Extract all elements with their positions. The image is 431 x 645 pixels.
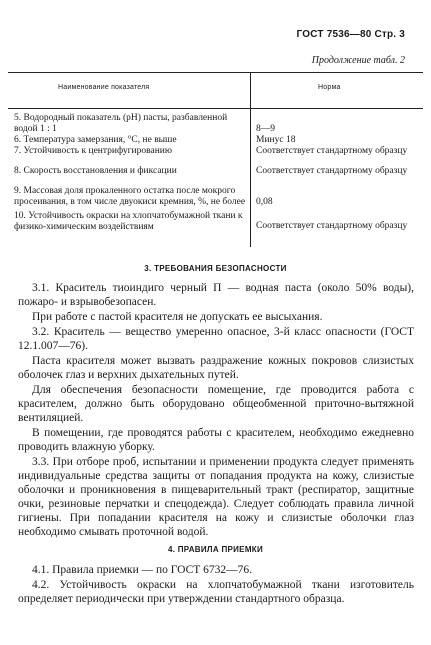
table-continuation-label: Продолжение табл. 2 xyxy=(311,55,405,66)
standard-header: ГОСТ 7536—80 Стр. 3 xyxy=(296,29,405,40)
paragraph-3-2: 3.2. Краситель — вещество умеренно опасное, 3-й класс опасности (ГОСТ 12.1.007—76). xyxy=(18,326,414,352)
paragraph-4-2: 4.2. Устойчивость окраски на хлопчатобумажной ткани изготовитель определяет периодически при утверждении стандартного образца. xyxy=(18,579,414,605)
table-row-label: 7. Устойчивость к центрифугированию xyxy=(14,146,172,156)
table-row-value: 8—9 xyxy=(256,124,275,134)
table-header-rule xyxy=(8,108,423,109)
table-row-value: Соответствует стандартному образцу xyxy=(256,221,408,231)
table-row-value: Соответствует стандартному образцу xyxy=(256,166,408,176)
table-row-value: 0,08 xyxy=(256,197,273,207)
paragraph-3-2-hazard: Паста красителя может вызвать раздражение кожных покровов слизистых оболочек глаз и верхних дыхательных путей. xyxy=(18,355,414,381)
table-row-value: Минус 18 xyxy=(256,135,296,145)
table-row-value: Соответствует стандартному образцу xyxy=(256,146,408,156)
table-column-divider xyxy=(250,72,251,247)
paragraph-3-3: 3.3. При отборе проб, испытании и применении продукта следует применять индивидуальные средства защиты от попадания продукта на кожу, слизистые оболочки и проникновения в пищеварительный тракт (респиратор, защитные очки, резиновые перчатки и спецодежда). Следует соблюдать правила личной гигиены. При попадании красителя на кожу и слизистые оболочки глаз необходимо смывать проточной водой. xyxy=(18,456,414,538)
section-4-title: 4. ПРАВИЛА ПРИЕМКИ xyxy=(167,545,264,554)
section-3-title: 3. ТРЕБОВАНИЯ БЕЗОПАСНОСТИ xyxy=(144,264,287,273)
table-top-rule xyxy=(8,72,423,73)
paragraph-3-2-ventilation: Для обеспечения безопасности помещение, где проводится работа с красителем, должно быть оборудовано общеобменной приточно-вытяжной вентиляцией. xyxy=(18,384,414,424)
table-row-label: 10. Устойчивость окраски на хлопчатобумажной ткани к физико-химическим воздействиям xyxy=(14,211,243,232)
table-row-label: 6. Температура замерзания, °С, не выше xyxy=(14,135,177,145)
paragraph-3-2-cleaning: В помещении, где проводятся работы с красителем, необходимо ежедневно проводить влажную уборку. xyxy=(18,427,414,453)
column-header-indicator: Наименование показателя xyxy=(58,84,150,91)
table-row-label: 5. Водородный показатель (pH) пасты, разбавленной водой 1 : 1 xyxy=(14,113,228,134)
paragraph-3-1-note: При работе с пастой красителя не допускать ее высыхания. xyxy=(32,311,323,323)
table-row-label: 8. Скорость восстановления и фиксации xyxy=(14,166,177,176)
paragraph-3-1: 3.1. Краситель тиоиндиго черный П — водная паста (около 50% воды), пожаро- и взрывобезопасен. xyxy=(18,282,414,308)
paragraph-4-1: 4.1. Правила приемки — по ГОСТ 6732—76. xyxy=(32,564,253,576)
table-row-label: 9. Массовая доля прокаленного остатка после мокрого просеивания, в том числе двуокиси кремния, %, не более xyxy=(14,186,246,207)
column-header-norm: Норма xyxy=(318,84,341,91)
